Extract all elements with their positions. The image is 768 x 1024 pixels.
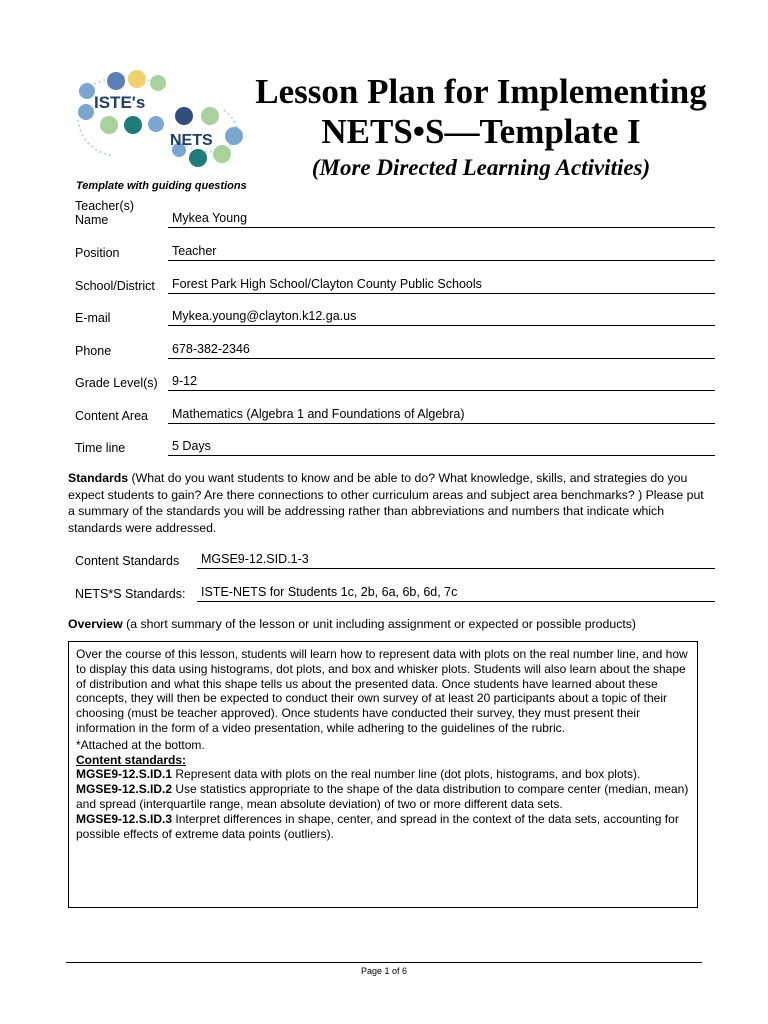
standards-paragraph <box>68 470 708 536</box>
content-standard-item <box>76 812 690 842</box>
title-block <box>246 72 716 182</box>
teacher-label: Teacher(s) Name <box>75 199 135 227</box>
school-label: School/District <box>75 279 155 293</box>
position-field <box>75 231 715 261</box>
phone-label: Phone <box>75 344 112 358</box>
timeline-field <box>75 426 715 456</box>
overview-note: *Attached at the bottom. <box>76 737 205 752</box>
phone-value: 678-382-2346 <box>168 341 715 359</box>
guiding-questions-label: Template with guiding questions <box>76 180 247 192</box>
teacher-value: Mykea Young <box>168 210 715 228</box>
page-title-line1: Lesson Plan for Implementing <box>255 72 707 111</box>
grade-value: 9-12 <box>168 373 715 391</box>
content-standards-field <box>75 539 715 569</box>
content-standard-item <box>76 767 690 782</box>
content-standard-code: MGSE9-12.S.ID.3 <box>76 811 173 826</box>
content-area-field <box>75 394 715 424</box>
position-label: Position <box>75 246 120 260</box>
logo-iste-text: ISTE's <box>94 93 146 112</box>
timeline-value: 5 Days <box>168 438 715 456</box>
nets-standards-label: NETS*S Standards: <box>75 587 186 601</box>
content-standard-code: MGSE9-12.S.ID.2 <box>76 782 173 797</box>
content-standard-text: Interpret differences in shape, center, and spread in the context of the data sets, accounting for possible effects of extreme data points (outliers). <box>76 811 679 841</box>
content-standards-label: Content Standards <box>75 554 180 568</box>
school-value: Forest Park High School/Clayton County Public Schools <box>168 276 715 294</box>
phone-field <box>75 329 715 359</box>
logo-nets-text: NETS <box>170 132 213 149</box>
email-value: Mykea.young@clayton.k12.ga.us <box>168 308 715 326</box>
grade-label: Grade Level(s) <box>75 376 158 390</box>
content-area-value: Mathematics (Algebra 1 and Foundations of Algebra) <box>168 406 715 424</box>
content-standard-code: MGSE9-12.S.ID.1 <box>76 767 173 782</box>
position-value: Teacher <box>168 243 715 261</box>
nets-standards-value: ISTE-NETS for Students 1c, 2b, 6a, 6b, 6d, 7c <box>197 584 715 602</box>
page-title-line2: NETS•S—Template I <box>321 112 641 151</box>
overview-heading: Overview <box>68 617 123 631</box>
standards-text: (What do you want students to know and be able to do? What knowledge, skills, and strategies do you expect students to gain? Are there connections to other curriculum areas and subject area benchmarks? ) Please put a summary of the standards you will be addressing rather than abbreviations and numbers that indicate which standards were addressed. <box>68 471 704 535</box>
overview-text: (a short summary of the lesson or unit including assignment or expected or possible products) <box>122 617 637 631</box>
overview-body: Over the course of this lesson, students will learn how to represent data with plots on the real number line, and how to display this data using histograms, dot plots, and box and whisker plots. Students will also learn about the shape of distribution and what this shape tells us about the presented data. Once students have learned about these concepts, they will then be expected to conduct their own survey of at least 20 participants about a topic of their choosing (must be teacher approved). Once students have conducted their survey, they must present their information in the form of a video presentation, while adhering to the guidelines of the rubric. <box>76 647 688 735</box>
content-area-label: Content Area <box>75 409 148 423</box>
iste-nets-logo <box>74 70 244 170</box>
content-standard-item <box>76 782 690 812</box>
content-standards-heading: Content standards: <box>76 752 187 767</box>
content-standards-value: MGSE9-12.SID.1-3 <box>197 551 715 569</box>
content-standard-text: Represent data with plots on the real number line (dot plots, histograms, and box plots). <box>172 767 641 782</box>
footer-divider <box>66 962 702 963</box>
email-field <box>75 296 715 326</box>
standards-heading: Standards <box>68 471 129 485</box>
email-label: E-mail <box>75 311 111 325</box>
nets-standards-field <box>75 572 715 602</box>
content-standard-text: Use statistics appropriate to the shape of the data distribution to compare center (median, mean) and spread (interquartile range, mean absolute deviation) of two or more different data sets. <box>76 782 689 811</box>
grade-field <box>75 361 715 391</box>
timeline-label: Time line <box>75 441 126 455</box>
school-field <box>75 264 715 294</box>
overview-paragraph <box>68 616 708 633</box>
page-number: Page 1 of 6 <box>360 966 408 976</box>
overview-box <box>68 641 698 908</box>
page-subtitle: (More Directed Learning Activities) <box>311 155 651 180</box>
teacher-field <box>75 198 715 228</box>
